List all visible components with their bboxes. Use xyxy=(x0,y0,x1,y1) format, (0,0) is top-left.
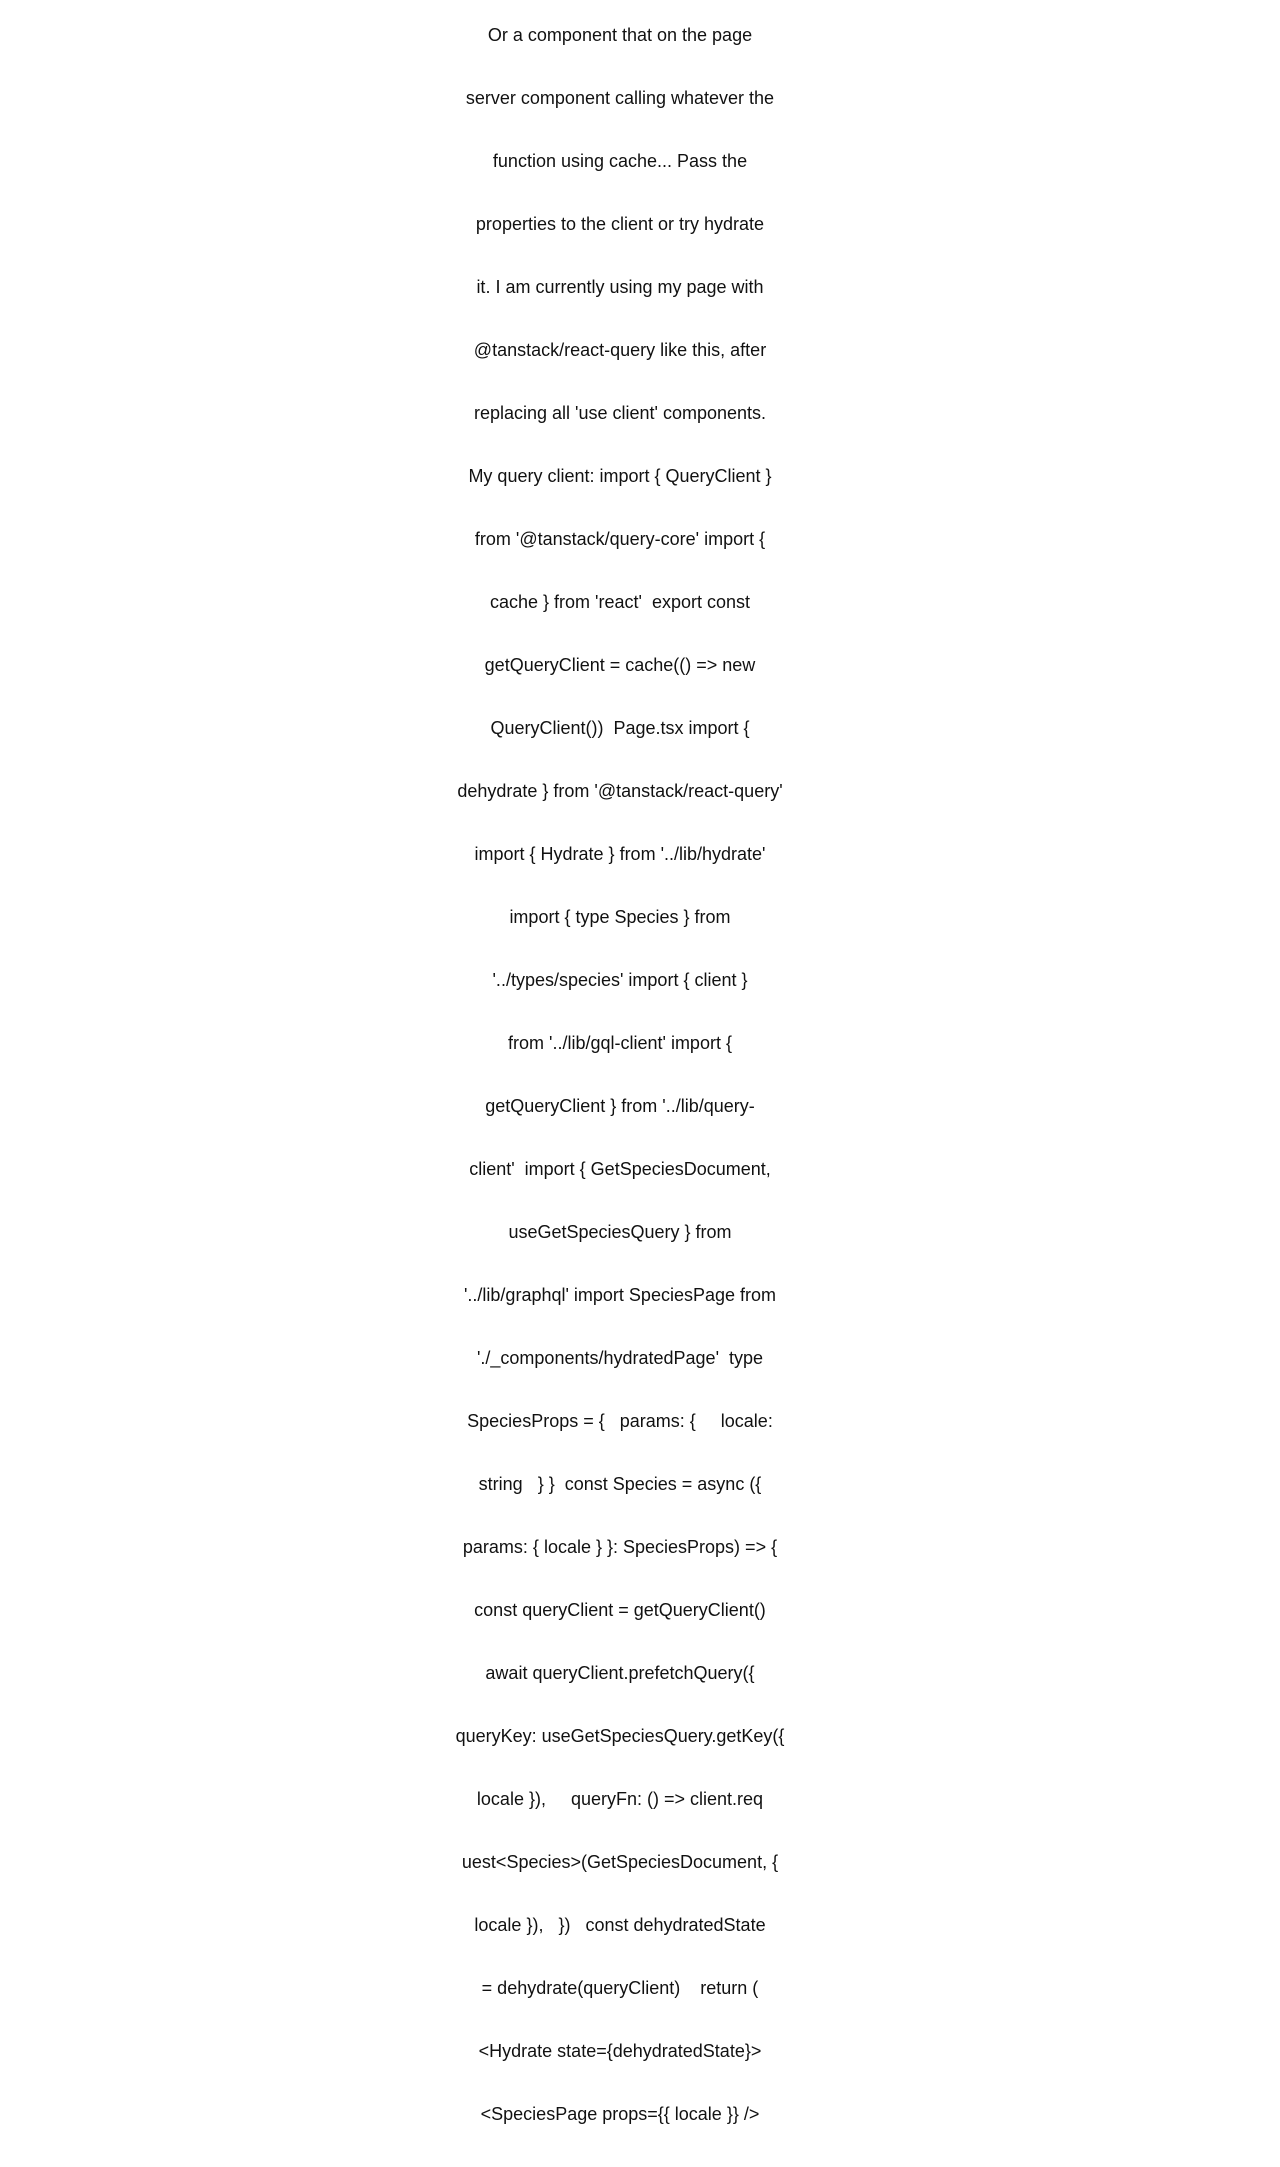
text-line: await queryClient.prefetchQuery({ xyxy=(485,1663,755,1683)
text-line: @tanstack/react-query like this, after xyxy=(473,340,767,360)
text-line: My query client: import { QueryClient } xyxy=(468,466,772,486)
text-line: locale }), queryFn: () => client.req xyxy=(476,1789,764,1809)
text-line: '../lib/graphql' import SpeciesPage from xyxy=(463,1285,777,1305)
text-line: './_components/hydratedPage' type xyxy=(476,1348,764,1368)
text-line: Or a component that on the page xyxy=(487,25,753,45)
text-line: replacing all 'use client' components. xyxy=(473,403,767,423)
text-line: import { type Species } from xyxy=(509,907,731,927)
text-line: uest<Species>(GetSpeciesDocument, { xyxy=(461,1852,779,1872)
text-line: cache } from 'react' export const xyxy=(490,592,750,612)
text-line: server component calling whatever the xyxy=(465,88,775,108)
text-line: useGetSpeciesQuery } from xyxy=(508,1222,732,1242)
text-line: it. I am currently using my page with xyxy=(476,277,764,297)
answer-text xyxy=(440,0,800,2167)
text-line: getQueryClient } from '../lib/query- xyxy=(485,1096,755,1116)
text-line: locale }), }) const dehydratedState xyxy=(474,1915,766,1935)
text-line: function using cache... Pass the xyxy=(492,151,748,171)
text-line: <Hydrate state={dehydratedState}> xyxy=(478,2041,762,2061)
text-line: SpeciesProps = { params: { locale: xyxy=(467,1411,773,1431)
text-line: getQueryClient = cache(() => new xyxy=(484,655,756,675)
text-line: '../types/species' import { client } xyxy=(492,970,748,990)
text-line: dehydrate } from '@tanstack/react-query' xyxy=(457,781,783,801)
text-line: = dehydrate(queryClient) return ( xyxy=(481,1978,759,1998)
text-line: const queryClient = getQueryClient() xyxy=(474,1600,766,1620)
text-line: client' import { GetSpeciesDocument, xyxy=(469,1159,771,1179)
text-line: params: { locale } }: SpeciesProps) => { xyxy=(462,1537,778,1557)
text-line: string } } const Species = async ({ xyxy=(478,1474,762,1494)
text-line: properties to the client or try hydrate xyxy=(475,214,765,234)
text-line: queryKey: useGetSpeciesQuery.getKey({ xyxy=(455,1726,785,1746)
text-line: QueryClient()) Page.tsx import { xyxy=(490,718,750,738)
text-line: from '@tanstack/query-core' import { xyxy=(474,529,766,549)
text-line: import { Hydrate } from '../lib/hydrate' xyxy=(474,844,766,864)
text-line: <SpeciesPage props={{ locale }} /> xyxy=(480,2104,760,2124)
text-line: from '../lib/gql-client' import { xyxy=(508,1033,732,1053)
